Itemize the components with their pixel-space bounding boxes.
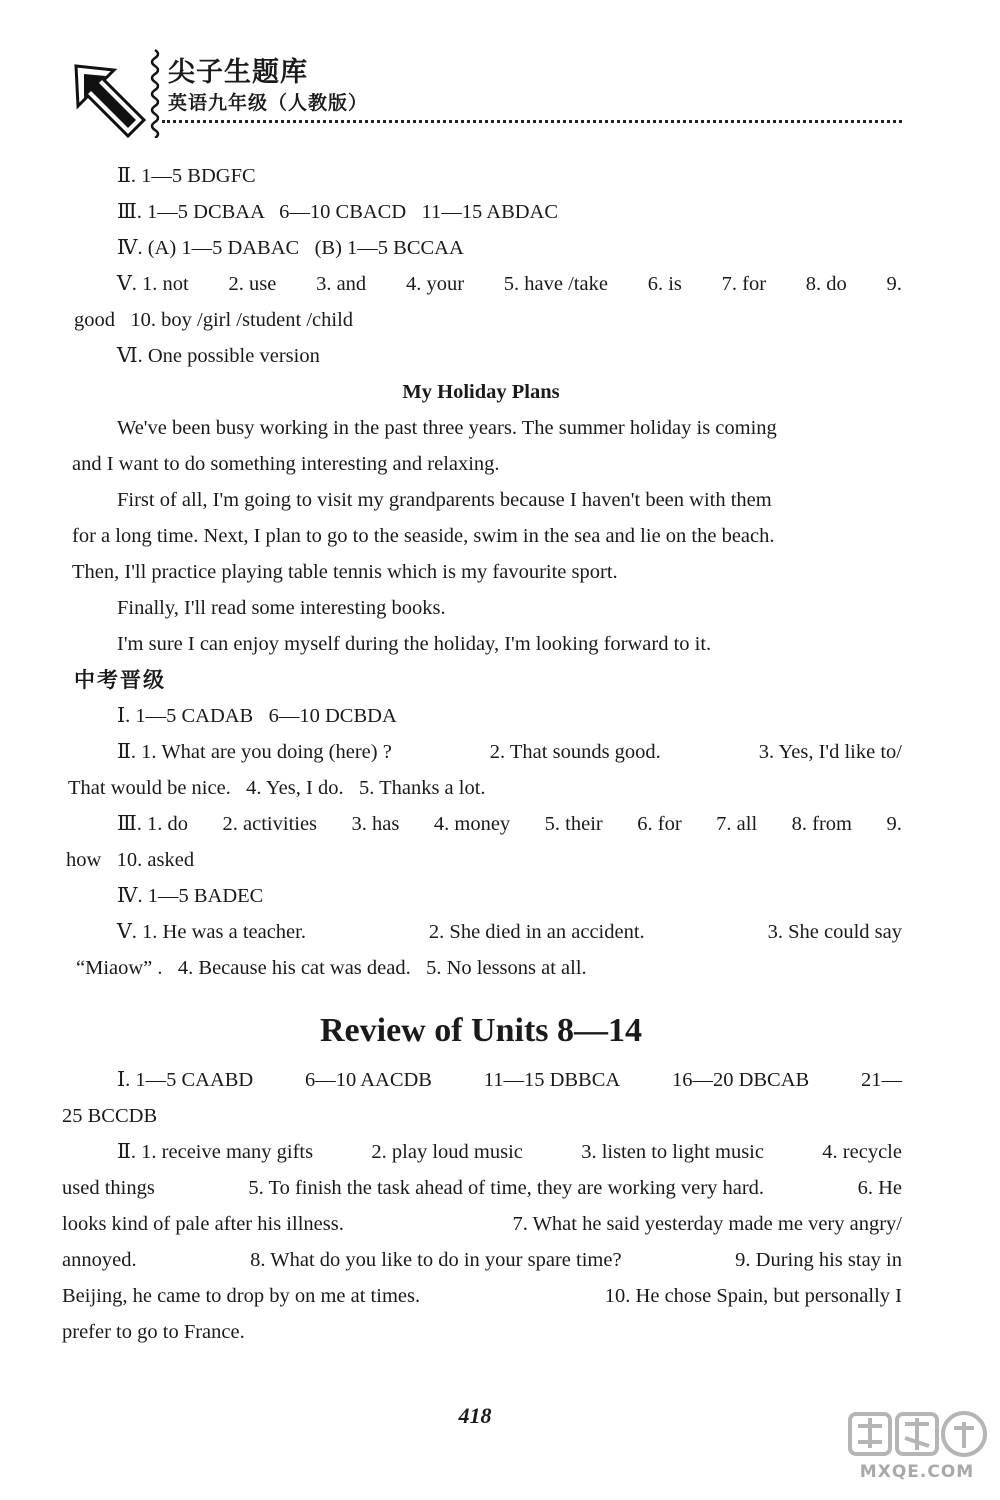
answer-line [60,1134,902,1170]
essay-title: My Holiday Plans [402,381,560,403]
answer-content [60,158,902,1350]
answer-line [60,1206,902,1242]
answer-item: Ⅴ. 1. not [117,273,189,295]
spiral-binding-icon [148,48,162,138]
page-number: 418 [458,1403,492,1428]
answer-item: 3. Yes, I'd like to/ [758,741,902,763]
answer-line [60,734,902,770]
answer-item: 10. He chose Spain, but personally I [604,1285,902,1307]
answer-item: 8. What do you like to do in your spare time? [250,1249,622,1271]
answer-line: Ⅵ. One possible version [117,345,320,367]
answer-item: 7. for [721,273,767,295]
essay-line: for a long time. Next, I plan to go to the seaside, swim in the sea and lie on the beach. [72,525,775,547]
answer-item: 3. has [351,813,400,835]
answer-item: 5. their [544,813,603,835]
answer-item: 8. from [791,813,853,835]
answer-line: That would be nice. 4. Yes, I do. 5. Thanks a lot. [68,777,486,799]
essay-line: Then, I'll practice playing table tennis which is my favourite sport. [72,561,618,583]
answer-line: good 10. boy /girl /student /child [74,309,354,331]
essay-line: We've been busy working in the past three years. The summer holiday is coming [117,417,777,439]
answer-line [60,266,902,302]
answer-item: 3. and [316,273,367,295]
answer-item: 2. play loud music [371,1141,523,1163]
answer-item: 4. your [405,273,465,295]
answer-item: 5. have /take [503,273,608,295]
answer-item: 7. What he said yesterday made me very angry/ [512,1213,902,1235]
answer-line: 25 BCCDB [62,1105,158,1127]
book-subtitle: 英语九年级（人教版） [168,92,369,114]
book-title: 尖子生题库 [168,57,308,88]
answer-line [60,1170,902,1206]
answer-item: 2. She died in an accident. [428,921,645,943]
review-title: Review of Units 8—14 [319,1012,643,1049]
answer-item: 11—15 DBBCA [483,1069,621,1091]
answer-item: annoyed. [62,1249,137,1271]
answer-item: Ⅱ. 1. receive many gifts [117,1141,314,1163]
header-dotted-rule [162,120,902,123]
answer-line [60,806,902,842]
answer-item: 4. recycle [822,1141,902,1163]
answer-item: looks kind of pale after his illness. [62,1213,344,1235]
answer-item: 9. [886,813,902,835]
answer-item: Ⅲ. 1. do [117,813,189,835]
answer-item: 8. do [805,273,847,295]
answer-item: Ⅱ. 1. What are you doing (here) ? [117,741,392,763]
answer-item: 16—20 DBCAB [671,1069,810,1091]
answer-item: 2. activities [222,813,318,835]
answer-item: 2. That sounds good. [489,741,661,763]
answer-line: prefer to go to France. [62,1321,245,1343]
essay-line: I'm sure I can enjoy myself during the holiday, I'm looking forward to it. [117,633,712,655]
answer-item: 5. To finish the task ahead of time, they are working very hard. [248,1177,765,1199]
answer-item: 2. use [228,273,277,295]
answer-item: used things [62,1177,155,1199]
section-heading: 中考晋级 [74,668,166,692]
answer-item: Ⅴ. 1. He was a teacher. [117,921,306,943]
answer-item: 6. for [637,813,682,835]
answer-item: 4. money [433,813,511,835]
answer-item: 7. all [716,813,758,835]
answer-item: 6. is [647,273,682,295]
answer-line: Ⅰ. 1—5 CADAB 6—10 DCBDA [117,705,397,727]
answer-line: Ⅳ. 1—5 BADEC [117,885,264,907]
answer-item: Ⅰ. 1—5 CAABD [117,1069,254,1091]
watermark-text: MXQE.COM [859,1462,975,1482]
answer-item: 3. She could say [767,921,902,943]
answer-item: 9. During his stay in [735,1249,902,1271]
answer-line [60,1242,902,1278]
answer-item: 21— [860,1069,902,1091]
answer-item: Beijing, he came to drop by on me at times. [62,1285,421,1307]
answer-line [60,1062,902,1098]
essay-line: and I want to do something interesting and relaxing. [72,453,500,475]
answer-line: Ⅲ. 1—5 DCBAA 6—10 CBACD 11—15 ABDAC [117,201,559,223]
answer-line [60,1278,902,1314]
answer-item: 3. listen to light music [581,1141,764,1163]
page-header [0,0,1000,150]
arrow-icon [70,62,148,142]
answer-line: how 10. asked [66,849,195,871]
answer-line: Ⅳ. (A) 1—5 DABAC (B) 1—5 BCCAA [117,237,464,259]
answer-item: 6—10 AACDB [304,1069,432,1091]
answer-line: Ⅱ. 1—5 BDGFC [117,165,256,187]
essay-line: Finally, I'll read some interesting books. [117,597,446,619]
answer-line [60,914,902,950]
answer-line: “Miaow” . 4. Because his cat was dead. 5. No lessons at all. [76,957,587,979]
answer-item: 9. [886,273,902,295]
essay-line: First of all, I'm going to visit my grandparents because I haven't been with them [117,489,772,511]
answer-item: 6. He [857,1177,902,1199]
